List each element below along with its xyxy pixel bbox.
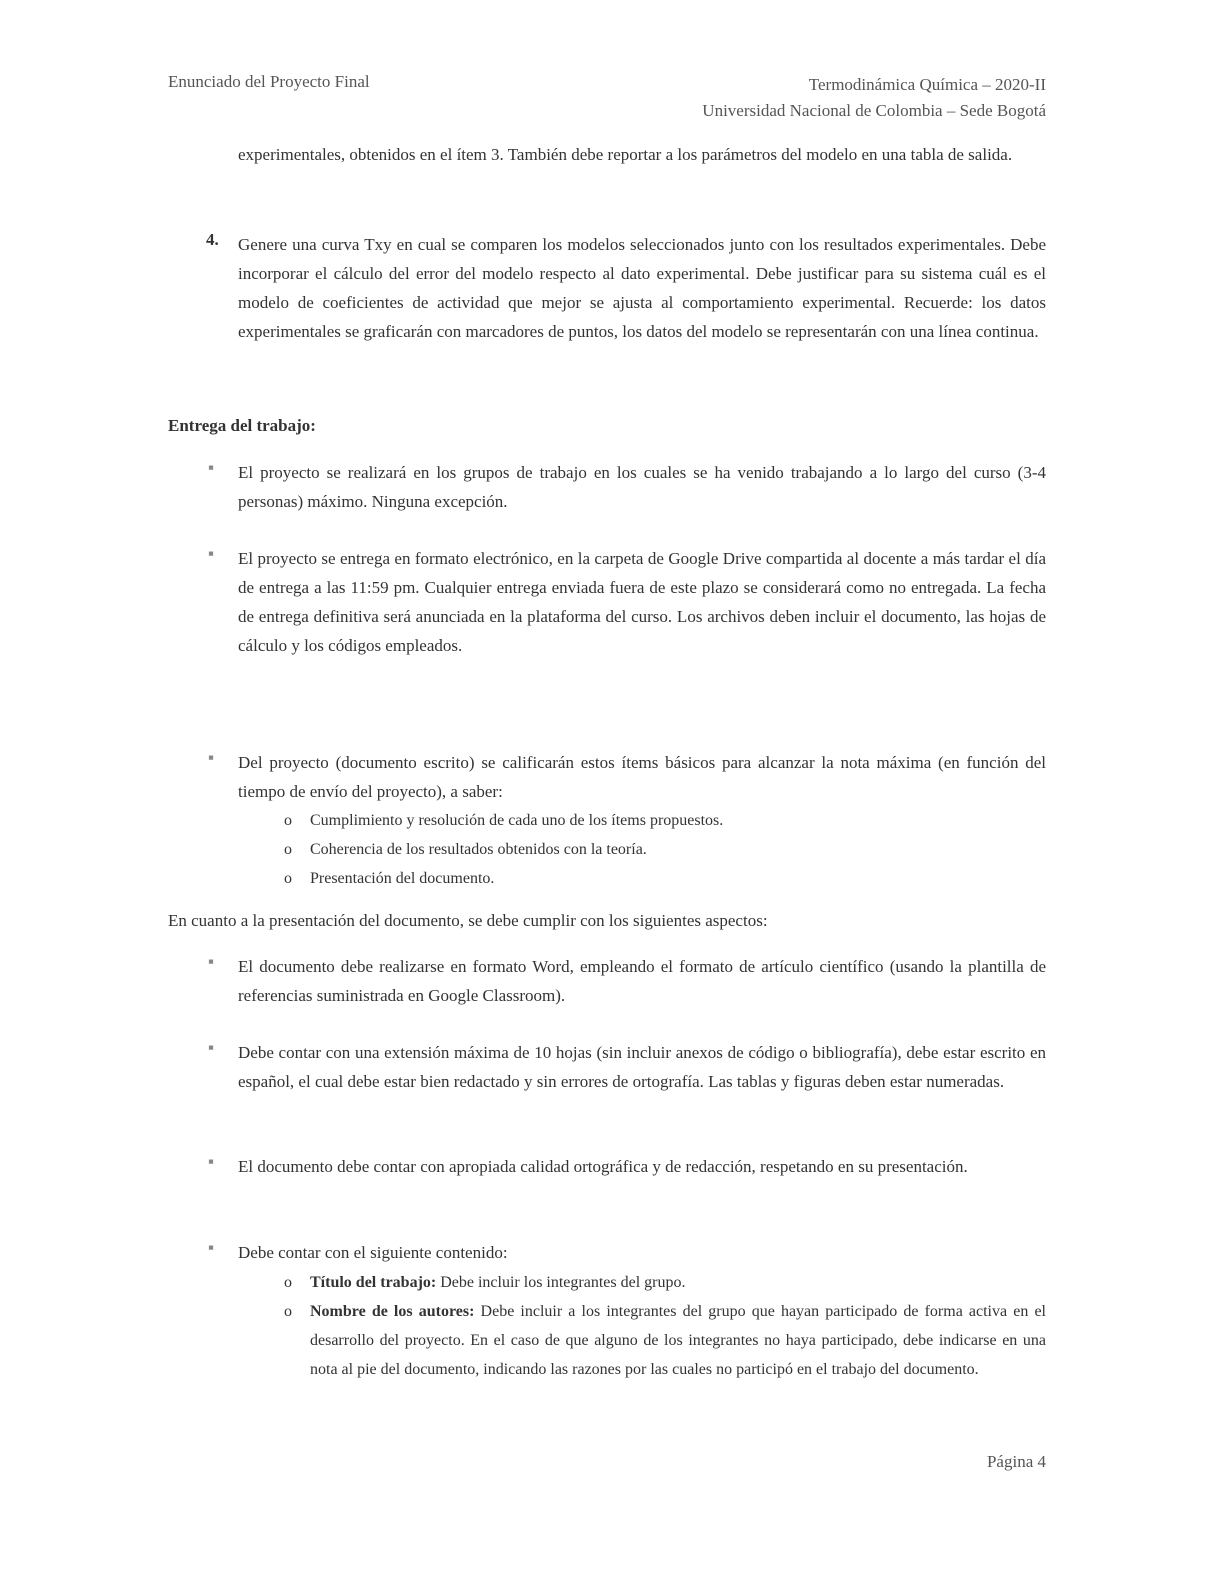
item-4-paragraph: Genere una curva Txy en cual se comparen los modelos seleccionados junto con los resultados experimentales. Debe incorporar el cálculo del error del modelo respecto al dato experimental. Debe justificar para su sistema cuál es el modelo de coeficientes de actividad que mejor se ajusta al comportamiento experimental. Recuerde: los datos experimentales se graficarán con marcadores de puntos, los datos del modelo se representarán con una línea continua. [238, 235, 1046, 341]
sub-item-1: Cumplimiento y resolución de cada uno de los ítems propuestos. [310, 812, 724, 829]
bullet-paragraph-2: El proyecto se entrega en formato electrónico, en la carpeta de Google Drive compartida al docente a más tardar el día de entrega a las 11:59 pm. Cualquier entrega enviada fuera de este plazo se considerará como no entregada. La fecha de entrega definitiva será anunciada en la plataforma del curso. Los archivos deben incluir el documento, las hojas de cálculo y los códigos empleados. [238, 549, 1046, 655]
bullet-marker: ▪ [208, 544, 215, 563]
bullet-marker: ▪ [208, 1238, 215, 1257]
content-item-authors-text: Debe incluir a los integrantes del grupo que hayan participado de forma activa en el desarrollo del proyecto. En el caso de que alguno de los integrantes no haya participado, debe indicarse en una nota al pie del documento, indicando las razones por las cuales no participó en el trabajo del documento. [310, 1303, 1046, 1378]
bullet-paragraph-6: El documento debe contar con apropiada calidad ortográfica y de redacción, respetando en su presentación. [238, 1157, 968, 1176]
content-item-title-text: Debe incluir los integrantes del grupo. [436, 1274, 686, 1291]
header-left: Enunciado del Proyecto Final [168, 72, 370, 91]
header-right-line1: Termodinámica Química – 2020-II [808, 75, 1046, 94]
bullet-paragraph-7: Debe contar con el siguiente contenido: [238, 1243, 508, 1262]
sub-bullet-marker: o [284, 1274, 292, 1291]
bullet-paragraph-5: Debe contar con una extensión máxima de 10 hojas (sin incluir anexos de código o bibliografía), debe estar escrito en español, el cual debe estar bien redactado y sin errores de ortografía. Las tablas y figuras deben estar numeradas. [238, 1043, 1046, 1091]
bullet-paragraph-3: Del proyecto (documento escrito) se calificarán estos ítems básicos para alcanzar la nota máxima (en función del tiempo de envío del proyecto), a saber: [238, 753, 1046, 801]
bullet-marker: ▪ [208, 952, 215, 971]
page-number: Página 4 [986, 1452, 1046, 1471]
bullet-paragraph-4: El documento debe realizarse en formato Word, empleando el formato de artículo científico (usando la plantilla de referencias suministrada en Google Classroom). [238, 957, 1046, 1005]
section-heading: Entrega del trabajo: [168, 416, 316, 435]
bullet-marker: ▪ [208, 748, 215, 767]
content-item-authors [310, 1297, 1046, 1384]
sub-item-3: Presentación del documento. [310, 870, 495, 887]
sub-item-2: Coherencia de los resultados obtenidos con la teoría. [310, 841, 647, 858]
paragraph-continuation: experimentales, obtenidos en el ítem 3. También debe reportar a los parámetros del modelo en una tabla de salida. [238, 145, 1013, 164]
header-right-line2: Universidad Nacional de Colombia – Sede Bogotá [702, 101, 1046, 120]
sub-bullet-marker: o [284, 1303, 292, 1320]
content-item-title [310, 1268, 1046, 1297]
item-number: 4. [206, 230, 219, 249]
bullet-marker: ▪ [208, 458, 215, 477]
bullet-marker: ▪ [208, 1152, 215, 1171]
content-item-authors-label: Nombre de los autores: [310, 1303, 475, 1320]
sub-bullet-marker: o [284, 812, 292, 829]
header-right [702, 72, 1046, 124]
sub-bullet-marker: o [284, 870, 292, 887]
bullet-marker: ▪ [208, 1038, 215, 1057]
intro-paragraph: En cuanto a la presentación del documento, se debe cumplir con los siguientes aspectos: [168, 911, 768, 930]
content-item-title-label: Título del trabajo: [310, 1274, 437, 1291]
bullet-paragraph-1: El proyecto se realizará en los grupos de trabajo en los cuales se ha venido trabajando a lo largo del curso (3-4 personas) máximo. Ninguna excepción. [238, 463, 1046, 511]
sub-bullet-marker: o [284, 841, 292, 858]
